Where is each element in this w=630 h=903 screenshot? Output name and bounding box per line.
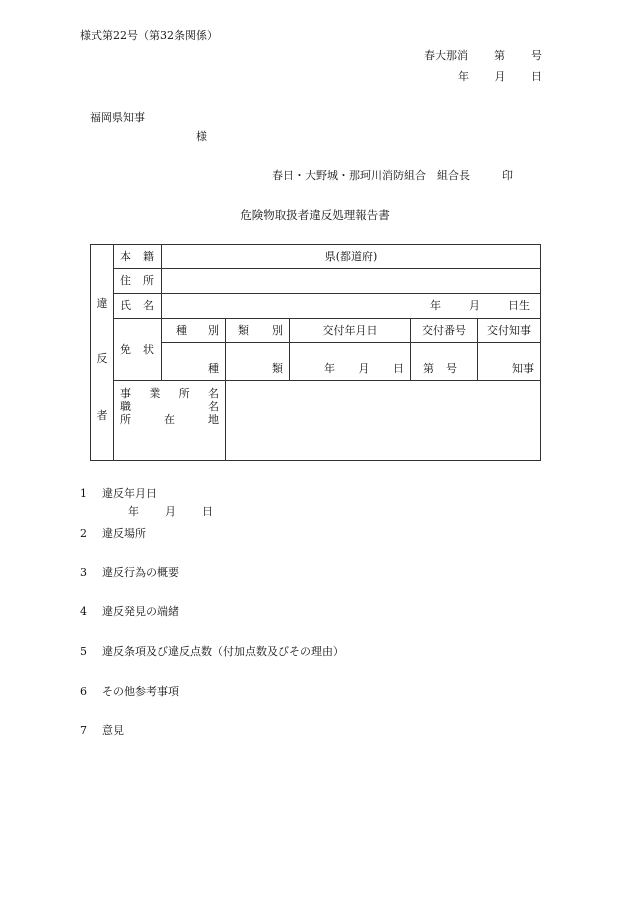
prefecture-field: 県(都道府) [162,245,541,269]
violator-label [91,245,114,461]
col-issue-date: 交付年月日 [290,319,411,343]
col-issue-number: 交付番号 [411,319,478,343]
birth-date: 年 月 日生 [430,299,530,313]
reference-number [424,47,542,63]
col-issuing-governor: 交付知事 [478,319,541,343]
business-field [226,381,541,461]
license-label: 免 状 [114,319,162,381]
violator-char: 反 [96,351,108,365]
ref-go: 号 [531,49,542,62]
violator-table [90,244,541,461]
sender [272,167,513,183]
date-month: 月 [494,70,506,83]
address-field [162,269,541,294]
date-day: 日 [531,70,542,83]
violator-char: 者 [96,409,108,423]
item-3: 3 違反行為の概要 [80,566,179,579]
col-ruibetsu: 類 別 [226,319,290,343]
val-issue-date: 年 月 日 [290,343,411,381]
date-year: 年 [458,70,469,83]
report-date [458,68,542,84]
form-number: 様式第22号（第32条関係） [80,29,218,42]
document-title: 危険物取扱者違反処理報告書 [240,208,390,222]
seal-mark: 印 [502,169,513,182]
honseki-label: 本 籍 [114,245,162,269]
business-label: 事 業 所 名 職 名 所 在 地 [114,381,226,461]
val-rui: 類 [226,343,290,381]
sender-org: 春日・大野城・那珂川消防組合 組合長 [272,169,470,182]
addressee-honorific: 様 [196,130,207,143]
item-6: 6 その他参考事項 [80,685,179,698]
item-4: 4 違反発見の端緒 [80,605,179,618]
item-2: 2 違反場所 [80,527,146,540]
item-7: 7 意見 [80,724,124,737]
name-label: 氏 名 [114,294,162,319]
item-5: 5 違反条項及び違反点数（付加点数及びその理由） [80,645,344,658]
violator-char: 違 [96,296,108,310]
ref-prefix: 春大那消 [424,49,468,62]
val-issue-number: 第 号 [411,343,478,381]
col-shubetsu: 種 別 [162,319,226,343]
name-field [162,294,541,319]
val-shu: 種 [162,343,226,381]
addressee-name: 福岡県知事 [90,111,145,124]
item-1: 1 違反年月日 [80,487,157,500]
address-label: 住 所 [114,269,162,294]
violation-date: 年 月 日 [128,505,213,518]
val-governor: 知事 [478,343,541,381]
ref-dai: 第 [494,49,505,62]
